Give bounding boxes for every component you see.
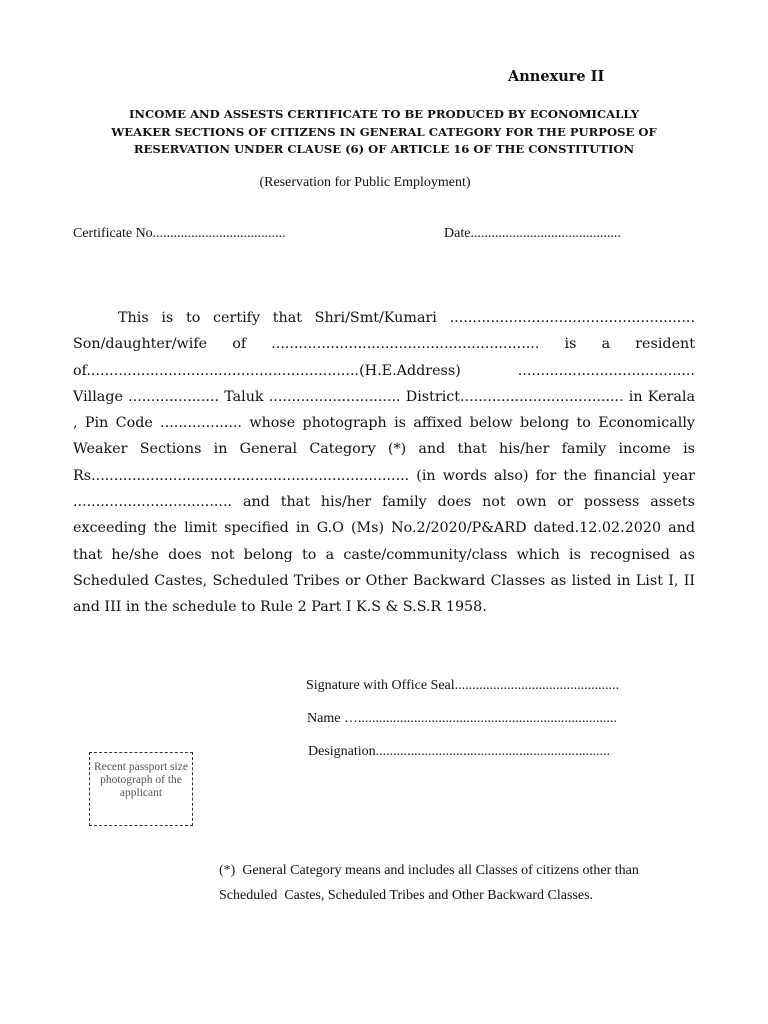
date-field: Date........................................... (444, 226, 621, 241)
annexure-label: Annexure II (508, 68, 605, 85)
certificate-heading (50, 106, 718, 159)
certification-paragraph: This is to certify that Shri/Smt/Kumari ...................................................... Son/daughter/wife of ........................................................... is a resident of............................................................(H.E.Address) ....................................... Village .................... Taluk ............................. District.................................... in Kerala , Pin Code .................. whose photograph is affixed below belong to Economically Weaker Sections in General Category (*) and that his/her family income is Rs...................................................................... (in words also) for the financial year ................................... and that his/her family does not own or possess assets exceeding the limit specified in G.O (Ms) No.2/2020/P&ARD dated.12.02.2020 and that he/she does not belong to a caste/community/class which is recognised as Scheduled Castes, Scheduled Tribes or Other Backward Classes as listed in List I, II and III in the schedule to Rule 2 Part I K.S & S.S.R 1958. (73, 310, 695, 616)
heading-line: RESERVATION UNDER CLAUSE (6) OF ARTICLE 16 OF THE CONSTITUTION (133, 142, 635, 156)
footnote-line: (*) General Category means and includes all Classes of citizens other than (219, 863, 639, 878)
signatory-name-field: Name ….......................................................................... (307, 711, 617, 726)
designation-field: Designation................................................................... (308, 744, 611, 759)
photo-box-text: photograph of the (100, 774, 182, 786)
general-category-footnote (219, 858, 719, 908)
footnote-line: Scheduled Castes, Scheduled Tribes and Other Backward Classes. (219, 888, 594, 903)
signature-with-seal-field: Signature with Office Seal............................................... (306, 678, 620, 693)
photo-placeholder-box (89, 752, 193, 826)
reservation-subheading: (Reservation for Public Employment) (259, 175, 471, 190)
photo-box-text: applicant (119, 787, 163, 799)
heading-line: WEAKER SECTIONS OF CITIZENS IN GENERAL CATEGORY FOR THE PURPOSE OF (111, 124, 657, 139)
certificate-number-field: Certificate No...................................... (73, 226, 286, 241)
photo-box-text: Recent passport size (94, 761, 188, 773)
heading-line: INCOME AND ASSESTS CERTIFICATE TO BE PRODUCED BY ECONOMICALLY (128, 107, 640, 121)
